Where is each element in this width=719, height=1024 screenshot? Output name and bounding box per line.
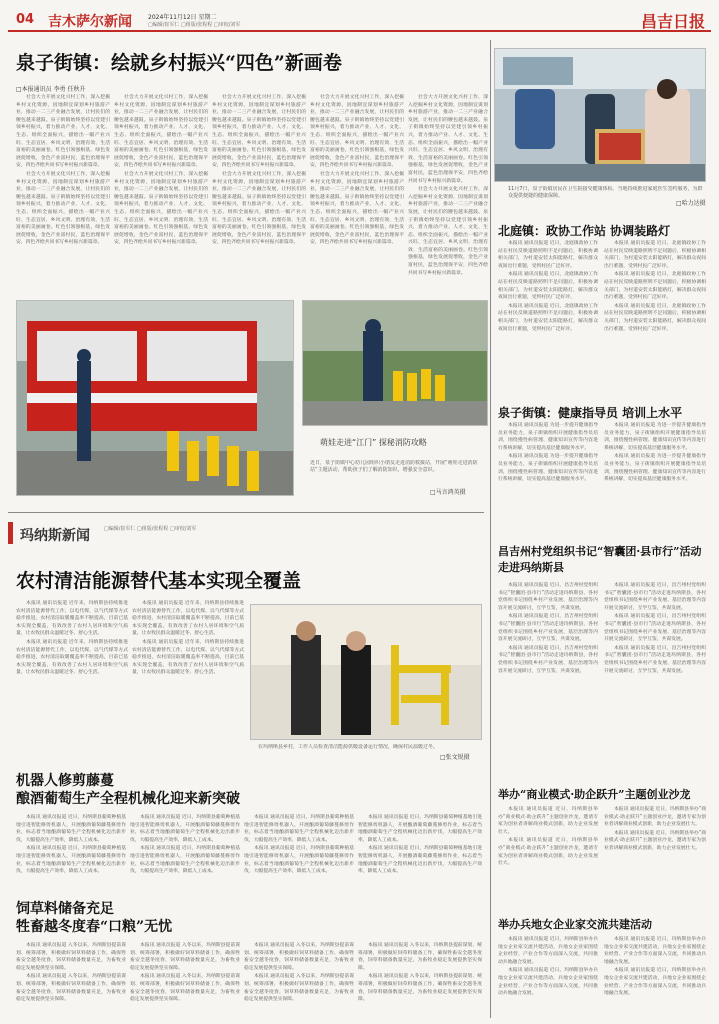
section-divider <box>8 512 484 513</box>
page-number: 04 <box>16 12 35 27</box>
fire-photo-caption: 萌娃走进“江门” 探秘消防攻略 <box>320 438 427 447</box>
story9-headline: 举办兵地女企业家交流共建活动 <box>498 918 652 931</box>
manas-editor-credits: □编辑/崔军仁 □组版/张程程 □审校/刘军 <box>104 526 197 532</box>
story1-col3: 社会大力开展文化兴村工作，深入挖掘乡村文化资源，因地制宜谋划乡村旅游产业，推动一二三产业融合发展，让村民们的腰包越来越鼓。泉子街镇始终坚持以党建引领乡村振兴，着力推动产业、人才、文化、生态、组织全面振兴，描绘出一幅产业兴旺、生态宜居、乡风文明、治理有效、生活富裕的美丽画卷。红色引领强根基，绿色发展促增收，金色产业富村民，蓝色治理保平安，四色齐绘共同书写乡村振兴新篇章。 社会大力开展文化兴村工作，深入挖掘乡村文化资源，因地制宜谋划乡村旅游产业，推动一二三产业融合发展，让村民们的腰包越来越鼓。泉子街镇始终坚持以党建引领乡村振兴，着力推动产业、人才、文化、生态、组织全面振兴，描绘出一幅产业兴旺、生态宜居、乡风文明、治理有效、生活富裕的美丽画卷。红色引领强根基，绿色发展促增收，金色产业富村民，蓝色治理保平安，四色齐绘共同书写乡村振兴新篇章。 <box>212 95 306 246</box>
story6-col1: 本报讯 通讯员报道 入冬以来，玛纳斯县提前谋划、统筹部署，积极做好饲草料储备工作，确保牲畜安全越冬度春，饲草料储备数量充足，为畜牧业稳定发展提供坚实保障。 本报讯 通讯员报道 入冬以来，玛纳斯县提前谋划、统筹部署，积极做好饲草料储备工作，确保牲畜安全越冬度春，饲草料储备数量充足，为畜牧业稳定发展提供坚实保障。 <box>16 943 126 1003</box>
story8-col1: 本报讯 通讯员报道 近日，玛纳斯县举办“商业模式·助企跃升”主题创业沙龙，邀请专家为创业者讲解商业模式创新，助力企业发展壮大。 本报讯 通讯员报道 近日，玛纳斯县举办“商业模式·助企跃升”主题创业沙龙，邀请专家为创业者讲解商业模式创新，助力企业发展壮大。 <box>498 807 598 867</box>
story3-col1: 本报讯 通讯员报道 为进一步提升健康指导员业务能力，泉子街镇组织开展健康指导员培训，围绕慢性病管理、健康知识宣传等内容进行系统讲解，切实提高基层健康服务水平。 本报讯 通讯员报道 为进一步提升健康指导员业务能力，泉子街镇组织开展健康指导员培训，围绕慢性病管理、健康知识宣传等内容进行系统讲解，切实提高基层健康服务水平。 <box>498 423 598 483</box>
fire-photo-credit: □马言鸿英摄 <box>430 489 466 496</box>
issue-date: 2024年11月12日 星期二 <box>148 14 217 21</box>
kids-firestation-illustration <box>303 301 488 426</box>
story1-headline: 泉子街镇：绘就乡村振兴“四色”新画卷 <box>16 52 342 74</box>
fire-truck-photo <box>16 300 294 496</box>
story6-col2: 本报讯 通讯员报道 入冬以来，玛纳斯县提前谋划、统筹部署，积极做好饲草料储备工作，确保牲畜安全越冬度春，饲草料储备数量充足，为畜牧业稳定发展提供坚实保障。 本报讯 通讯员报道 入冬以来，玛纳斯县提前谋划、统筹部署，积极做好饲草料储备工作，确保牲畜安全越冬度春，饲草料储备数量充足，为畜牧业稳定发展提供坚实保障。 <box>130 943 240 1003</box>
clean-energy-photo <box>250 604 482 740</box>
story5-col2: 本报讯 通讯员报道 近日，玛纳斯县葡萄种植基地引进智能修剪机器人，开展酿酒葡萄藤蔓修剪作业，标志着当地酿酒葡萄生产全程机械化迈出新步伐，大幅提高生产效率，降低人工成本。 本报讯 通讯员报道 近日，玛纳斯县葡萄种植基地引进智能修剪机器人，开展酿酒葡萄藤蔓修剪作业，标志着当地酿酒葡萄生产全程机械化迈出新步伐，大幅提高生产效率，降低人工成本。 <box>130 815 240 875</box>
manas-section-title: 玛纳斯新闻 <box>20 528 90 544</box>
story1-col5: 社会大力开展文化兴村工作，深入挖掘乡村文化资源，因地制宜谋划乡村旅游产业，推动一二三产业融合发展，让村民们的腰包越来越鼓。泉子街镇始终坚持以党建引领乡村振兴，着力推动产业、人才、文化、生态、组织全面振兴，描绘出一幅产业兴旺、生态宜居、乡风文明、治理有效、生活富裕的美丽画卷。红色引领强根基，绿色发展促增收，金色产业富村民，蓝色治理保平安，四色齐绘共同书写乡村振兴新篇章。 社会大力开展文化兴村工作，深入挖掘乡村文化资源，因地制宜谋划乡村旅游产业，推动一二三产业融合发展，让村民们的腰包越来越鼓。泉子街镇始终坚持以党建引领乡村振兴，着力推动产业、人才、文化、生态、组织全面振兴，描绘出一幅产业兴旺、生态宜居、乡风文明、治理有效、生活富裕的美丽画卷。红色引领强根基，绿色发展促增收，金色产业富村民，蓝色治理保平安，四色齐绘共同书写乡村振兴新篇章。 <box>408 95 488 276</box>
story3-headline: 泉子街镇：健康指导员 培训上水平 <box>498 406 683 420</box>
story9-col1: 本报讯 通讯员报道 近日，玛纳斯县举办兵地女企业家交流共建活动，兵地女企业家围绕企业经营、产业合作等方面深入交流，共同推动兵地融合发展。 本报讯 通讯员报道 近日，玛纳斯县举办兵地女企业家交流共建活动，兵地女企业家围绕企业经营、产业合作等方面深入交流，共同推动兵地融合发展。 <box>498 937 598 997</box>
story5-headline: 机器人修剪藤蔓 酿酒葡萄生产全程机械化迎来新突破 <box>16 773 240 807</box>
column-divider <box>490 40 491 1018</box>
story4-col1: 本报讯 通讯员报道 近年来，玛纳斯县持续推进农村清洁能源替代工作，以电代煤、以气代煤等方式稳步推进，农村清洁取暖覆盖率不断提高，目前已基本实现全覆盖，有效改善了农村人居环境和空气质量，让农牧民群众温暖过冬、舒心生活。 本报讯 通讯员报道 近年来，玛纳斯县持续推进农村清洁能源替代工作，以电代煤、以气代煤等方式稳步推进，农村清洁取暖覆盖率不断提高，目前已基本实现全覆盖，有效改善了农村人居环境和空气质量，让农牧民群众温暖过冬、舒心生活。 <box>16 601 128 676</box>
story2-col2: 本报讯 通讯员报道 近日，北庭镇政协工作站在村民反映道路照明不足问题后，积极协调相关部门，为村道安装太阳能路灯，解决群众夜间出行难题，受到村民广泛好评。 本报讯 通讯员报道 近日，北庭镇政协工作站在村民反映道路照明不足问题后，积极协调相关部门，为村道安装太阳能路灯，解决群众夜间出行难题，受到村民广泛好评。 本报讯 通讯员报道 近日，北庭镇政协工作站在村民反映道路照明不足问题后，积极协调相关部门，为村道安装太阳能路灯，解决群众夜间出行难题，受到村民广泛好评。 <box>604 241 706 332</box>
story7-col1: 本报讯 通讯员报道 近日，昌吉州村党组织书记“智囊团·县市行”活动走进玛纳斯县，各村党组织书记围绕乡村产业发展、基层治理等内容开展交流研讨，互学互鉴，共谋发展。 本报讯 通讯员报道 近日，昌吉州村党组织书记“智囊团·县市行”活动走进玛纳斯县，各村党组织书记围绕乡村产业发展、基层治理等内容开展交流研讨，互学互鉴，共谋发展。 本报讯 通讯员报道 近日，昌吉州村党组织书记“智囊团·县市行”活动走进玛纳斯县，各村党组织书记围绕乡村产业发展、基层治理等内容开展交流研讨，互学互鉴，共谋发展。 <box>498 583 598 674</box>
section-title: 吉木萨尔新闻 <box>48 14 132 30</box>
kids-firestation-photo <box>302 300 488 426</box>
story3-col2: 本报讯 通讯员报道 为进一步提升健康指导员业务能力，泉子街镇组织开展健康指导员培训，围绕慢性病管理、健康知识宣传等内容进行系统讲解，切实提高基层健康服务水平。 本报讯 通讯员报道 为进一步提升健康指导员业务能力，泉子街镇组织开展健康指导员培训，围绕慢性病管理、健康知识宣传等内容进行系统讲解，切实提高基层健康服务水平。 <box>604 423 706 483</box>
story6-col4: 本报讯 通讯员报道 入冬以来，玛纳斯县提前谋划、统筹部署，积极做好饲草料储备工作，确保牲畜安全越冬度春，饲草料储备数量充足，为畜牧业稳定发展提供坚实保障。 本报讯 通讯员报道 入冬以来，玛纳斯县提前谋划、统筹部署，积极做好饲草料储备工作，确保牲畜安全越冬度春，饲草料储备数量充足，为畜牧业稳定发展提供坚实保障。 <box>358 943 482 1003</box>
story8-col2: 本报讯 通讯员报道 近日，玛纳斯县举办“商业模式·助企跃升”主题创业沙龙，邀请专家为创业者讲解商业模式创新，助力企业发展壮大。 本报讯 通讯员报道 近日，玛纳斯县举办“商业模式·助企跃升”主题创业沙龙，邀请专家为创业者讲解商业模式创新，助力企业发展壮大。 <box>604 807 706 851</box>
story6-headline: 饲草料储备充足 牲畜越冬度春“口粮”无忧 <box>16 901 173 935</box>
story1-byline: □本报通讯员 李勇 任秋升 <box>16 86 86 93</box>
story2-col1: 本报讯 通讯员报道 近日，北庭镇政协工作站在村民反映道路照明不足问题后，积极协调相关部门，为村道安装太阳能路灯，解决群众夜间出行难题，受到村民广泛好评。 本报讯 通讯员报道 近日，北庭镇政协工作站在村民反映道路照明不足问题后，积极协调相关部门，为村道安装太阳能路灯，解决群众夜间出行难题，受到村民广泛好评。 本报讯 通讯员报道 近日，北庭镇政协工作站在村民反映道路照明不足问题后，积极协调相关部门，为村道安装太阳能路灯，解决群众夜间出行难题，受到村民广泛好评。 <box>498 241 598 332</box>
story6-col3: 本报讯 通讯员报道 入冬以来，玛纳斯县提前谋划、统筹部署，积极做好饲草料储备工作，确保牲畜安全越冬度春，饲草料储备数量充足，为畜牧业稳定发展提供坚实保障。 本报讯 通讯员报道 入冬以来，玛纳斯县提前谋划、统筹部署，积极做好饲草料储备工作，确保牲畜安全越冬度春，饲草料储备数量充足，为畜牧业稳定发展提供坚实保障。 <box>244 943 354 1003</box>
clean-energy-illustration <box>251 605 482 740</box>
story1-col1: 社会大力开展文化兴村工作，深入挖掘乡村文化资源，因地制宜谋划乡村旅游产业，推动一二三产业融合发展，让村民们的腰包越来越鼓。泉子街镇始终坚持以党建引领乡村振兴，着力推动产业、人才、文化、生态、组织全面振兴，描绘出一幅产业兴旺、生态宜居、乡风文明、治理有效、生活富裕的美丽画卷。红色引领强根基，绿色发展促增收，金色产业富村民，蓝色治理保平安，四色齐绘共同书写乡村振兴新篇章。 社会大力开展文化兴村工作，深入挖掘乡村文化资源，因地制宜谋划乡村旅游产业，推动一二三产业融合发展，让村民们的腰包越来越鼓。泉子街镇始终坚持以党建引领乡村振兴，着力推动产业、人才、文化、生态、组织全面振兴，描绘出一幅产业兴旺、生态宜居、乡风文明、治理有效、生活富裕的美丽画卷。红色引领强根基，绿色发展促增收，金色产业富村民，蓝色治理保平安，四色齐绘共同书写乡村振兴新篇章。 <box>16 95 110 246</box>
clean-energy-caption: 在玛纳斯县乡村，工作人员检查清洁能源供暖设备运行情况，确保村民温暖过冬。 <box>258 744 439 750</box>
story7-col2: 本报讯 通讯员报道 近日，昌吉州村党组织书记“智囊团·县市行”活动走进玛纳斯县，各村党组织书记围绕乡村产业发展、基层治理等内容开展交流研讨，互学互鉴，共谋发展。 本报讯 通讯员报道 近日，昌吉州村党组织书记“智囊团·县市行”活动走进玛纳斯县，各村党组织书记围绕乡村产业发展、基层治理等内容开展交流研讨，互学互鉴，共谋发展。 本报讯 通讯员报道 近日，昌吉州村党组织书记“智囊团·县市行”活动走进玛纳斯县，各村党组织书记围绕乡村产业发展、基层治理等内容开展交流研讨，互学互鉴，共谋发展。 <box>604 583 706 674</box>
masthead <box>8 8 711 32</box>
story7-headline: 昌吉州村党组织书记“智囊团·县市行”活动走进玛纳斯县 <box>498 545 702 574</box>
section-accent-bar <box>8 522 13 544</box>
fire-truck-illustration <box>17 301 294 496</box>
story1-col2: 社会大力开展文化兴村工作，深入挖掘乡村文化资源，因地制宜谋划乡村旅游产业，推动一二三产业融合发展，让村民们的腰包越来越鼓。泉子街镇始终坚持以党建引领乡村振兴，着力推动产业、人才、文化、生态、组织全面振兴，描绘出一幅产业兴旺、生态宜居、乡风文明、治理有效、生活富裕的美丽画卷。红色引领强根基，绿色发展促增收，金色产业富村民，蓝色治理保平安，四色齐绘共同书写乡村振兴新篇章。 社会大力开展文化兴村工作，深入挖掘乡村文化资源，因地制宜谋划乡村旅游产业，推动一二三产业融合发展，让村民们的腰包越来越鼓。泉子街镇始终坚持以党建引领乡村振兴，着力推动产业、人才、文化、生态、组织全面振兴，描绘出一幅产业兴旺、生态宜居、乡风文明、治理有效、生活富裕的美丽画卷。红色引领强根基，绿色发展促增收，金色产业富村民，蓝色治理保平安，四色齐绘共同书写乡村振兴新篇章。 <box>114 95 208 246</box>
newspaper-logo: 昌吉日报 <box>640 12 705 31</box>
editor-credits: □编辑/崔军仁 □组版/张程程 □审校/刘军 <box>148 22 241 28</box>
story5-col1: 本报讯 通讯员报道 近日，玛纳斯县葡萄种植基地引进智能修剪机器人，开展酿酒葡萄藤蔓修剪作业，标志着当地酿酒葡萄生产全程机械化迈出新步伐，大幅提高生产效率，降低人工成本。 本报讯 通讯员报道 近日，玛纳斯县葡萄种植基地引进智能修剪机器人，开展酿酒葡萄藤蔓修剪作业，标志着当地酿酒葡萄生产全程机械化迈出新步伐，大幅提高生产效率，降低人工成本。 <box>16 815 126 875</box>
story8-headline: 举办“商业模式·助企跃升”主题创业沙龙 <box>498 788 691 801</box>
story5-col4: 本报讯 通讯员报道 近日，玛纳斯县葡萄种植基地引进智能修剪机器人，开展酿酒葡萄藤蔓修剪作业，标志着当地酿酒葡萄生产全程机械化迈出新步伐，大幅提高生产效率，降低人工成本。 本报讯 通讯员报道 近日，玛纳斯县葡萄种植基地引进智能修剪机器人，开展酿酒葡萄藤蔓修剪作业，标志着当地酿酒葡萄生产全程机械化迈出新步伐，大幅提高生产效率，降低人工成本。 <box>358 815 482 875</box>
health-photo-caption: 11月7日，泉子街镇居民在卫生院接受健康体检。当地持续推进家庭医生签约服务，为群众提供便捷的健康保障。 <box>508 186 703 199</box>
manas-section-header <box>8 522 478 544</box>
health-checkup-photo <box>494 48 706 182</box>
story9-col2: 本报讯 通讯员报道 近日，玛纳斯县举办兵地女企业家交流共建活动，兵地女企业家围绕企业经营、产业合作等方面深入交流，共同推动兵地融合发展。 本报讯 通讯员报道 近日，玛纳斯县举办兵地女企业家交流共建活动，兵地女企业家围绕企业经营、产业合作等方面深入交流，共同推动兵地融合发展。 <box>604 937 706 997</box>
story4-headline: 农村清洁能源替代基本实现全覆盖 <box>16 570 302 592</box>
story1-col4: 社会大力开展文化兴村工作，深入挖掘乡村文化资源，因地制宜谋划乡村旅游产业，推动一二三产业融合发展，让村民们的腰包越来越鼓。泉子街镇始终坚持以党建引领乡村振兴，着力推动产业、人才、文化、生态、组织全面振兴，描绘出一幅产业兴旺、生态宜居、乡风文明、治理有效、生活富裕的美丽画卷。红色引领强根基，绿色发展促增收，金色产业富村民，蓝色治理保平安，四色齐绘共同书写乡村振兴新篇章。 社会大力开展文化兴村工作，深入挖掘乡村文化资源，因地制宜谋划乡村旅游产业，推动一二三产业融合发展，让村民们的腰包越来越鼓。泉子街镇始终坚持以党建引领乡村振兴，着力推动产业、人才、文化、生态、组织全面振兴，描绘出一幅产业兴旺、生态宜居、乡风文明、治理有效、生活富裕的美丽画卷。红色引领强根基，绿色发展促增收，金色产业富村民，蓝色治理保平安，四色齐绘共同书写乡村振兴新篇章。 <box>310 95 404 246</box>
story4-col2: 本报讯 通讯员报道 近年来，玛纳斯县持续推进农村清洁能源替代工作，以电代煤、以气代煤等方式稳步推进，农村清洁取暖覆盖率不断提高，目前已基本实现全覆盖，有效改善了农村人居环境和空气质量，让农牧民群众温暖过冬、舒心生活。 本报讯 通讯员报道 近年来，玛纳斯县持续推进农村清洁能源替代工作，以电代煤、以气代煤等方式稳步推进，农村清洁取暖覆盖率不断提高，目前已基本实现全覆盖，有效改善了农村人居环境和空气质量，让农牧民群众温暖过冬、舒心生活。 <box>132 601 244 676</box>
clean-energy-credit: □张文锐摄 <box>440 754 470 761</box>
health-photo-credit: □哈力达摄 <box>676 200 706 207</box>
story2-headline: 北庭镇：政协工作站 协调装路灯 <box>498 224 671 238</box>
fire-photo-detail: 近日，泉子街镇中心幼儿园组织小朋友走进消防救援站，开展“萌娃走进消防站”主题活动，帮助孩子们了解消防知识，增强安全意识。 <box>310 460 478 473</box>
story5-col3: 本报讯 通讯员报道 近日，玛纳斯县葡萄种植基地引进智能修剪机器人，开展酿酒葡萄藤蔓修剪作业，标志着当地酿酒葡萄生产全程机械化迈出新步伐，大幅提高生产效率，降低人工成本。 本报讯 通讯员报道 近日，玛纳斯县葡萄种植基地引进智能修剪机器人，开展酿酒葡萄藤蔓修剪作业，标志着当地酿酒葡萄生产全程机械化迈出新步伐，大幅提高生产效率，降低人工成本。 <box>244 815 354 875</box>
health-checkup-illustration <box>495 49 706 182</box>
